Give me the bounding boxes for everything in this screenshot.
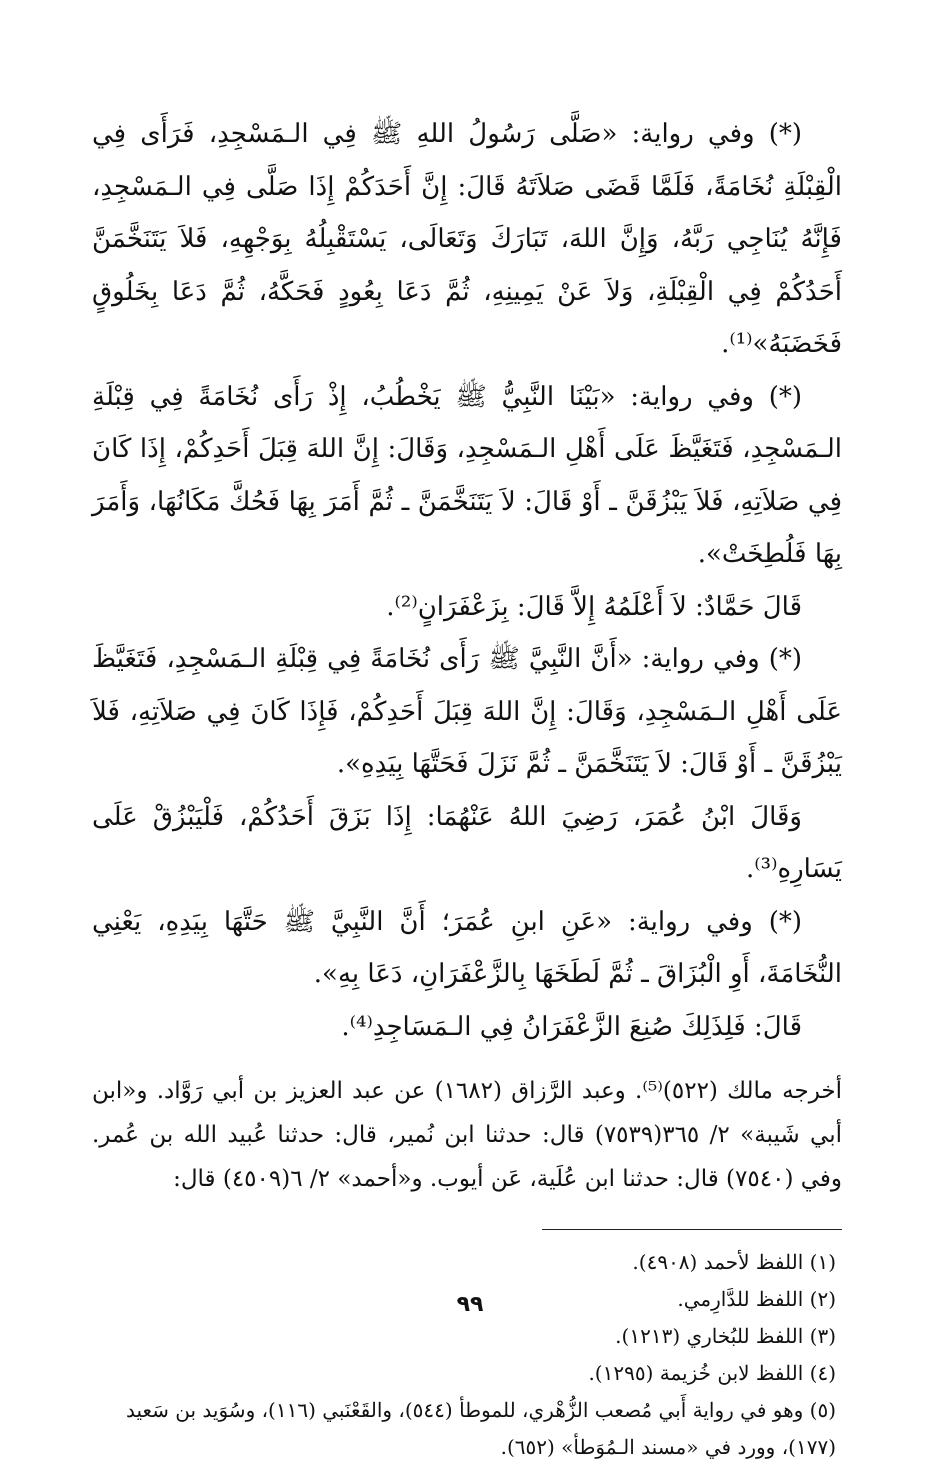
footnote-divider <box>542 1229 842 1230</box>
book-page <box>92 108 843 1459</box>
footnotes <box>92 1244 842 1466</box>
footnote-4: (٤) اللفظ لابن خُزيمة (١٢٩٥). <box>588 1361 836 1385</box>
footnote-3: (٣) اللفظ للبُخاري (١٢١٣). <box>615 1324 836 1348</box>
paragraph-ibn-umar: وَقَالَ ابْنُ عُمَرَ، رَضِيَ اللهُ عَنْهُمَا: إِذَا بَزَقَ أَحَدُكُمْ، فَلْيَبْزُقْ عَلَى يَسَارِهِ⁽³⁾. <box>92 801 842 884</box>
footnote-1: (١) اللفظ لأحمد (٤٩٠٨). <box>632 1250 836 1274</box>
paragraph-hammad: قَالَ حَمَّادٌ: لاَ أَعْلَمُهُ إِلاَّ قَالَ: بِزَعْفَرَانٍ⁽²⁾. <box>386 591 802 622</box>
footnote-2: (٢) اللفظ للدَّارِمي. <box>677 1287 836 1311</box>
takhrij-sources <box>92 1069 842 1201</box>
sources-text: أخرجه مالك (٥٢٢)⁽⁵⁾. وعبد الرَّزاق (١٦٨٢) عن عبد العزيز بن أبي رَوَّاد. و«ابن أبي شَيبة» ٢/ ٣٦٥(٧٥٣٩) قال: حدثنا ابن نُمير، قال: حدثنا عُبيد الله بن عُمر. وفي (٧٥٤٠) قال: حدثنا ابن عُلَية، عَن أيوب. و«أحمد» ٢/ ٦(٤٥٠٩) قال: <box>92 1078 843 1192</box>
paragraph-riwaya-4: (*) وفي رواية: «عَنِ ابنِ عُمَرَ؛ أَنَّ النَّبِيَّ ﷺ حَتَّهَا بِيَدِهِ، يَعْنِي النُّخَامَةَ، أَوِ الْبُزَاقَ ـ ثُمَّ لَطَخَهَا بِالزَّعْفَرَانِ، دَعَا بِهِ». <box>92 906 842 989</box>
footnote-5: (٥) وهو في رواية أَبي مُصعب الزُّهْري، للموطأ (٥٤٤)، والقَعْنَبي (١١٦)، وسُوَيد بن سَعيد (١٧٧)، وورد في «مسند الـمُوَطأ» (٦٥٢). <box>125 1398 836 1459</box>
paragraph-riwaya-3: (*) وفي رواية: «أَنَّ النَّبِيَّ ﷺ رَأَى نُخَامَةً فِي قِبْلَةِ الـمَسْجِدِ، فَتَغَيَّظَ عَلَى أَهْلِ الـمَسْجِدِ، وَقَالَ: إِنَّ اللهَ قِبَلَ أَحَدِكُمْ، فَإِذَا كَانَ فِي صَلاَتِهِ، فَلاَ يَبْزُقَنَّ ـ أَوْ قَالَ: لاَ يَتَنَخَّمَنَّ ـ ثُمَّ نَزَلَ فَحَتَّهَا بِيَدِهِ». <box>92 644 842 779</box>
hadith-text <box>92 108 842 1053</box>
paragraph-riwaya-1: (*) وفي رواية: «صَلَّى رَسُولُ اللهِ ﷺ فِي الـمَسْجِدِ، فَرَأَى فِي الْقِبْلَةِ نُخَامَةً، فَلَمَّا قَضَى صَلاَتَهُ قَالَ: إِنَّ أَحَدَكُمْ إِذَا صَلَّى فِي الـمَسْجِدِ، فَإِنَّهُ يُنَاجِي رَبَّهُ، وَإِنَّ اللهَ، تَبَارَكَ وَتَعَالَى، يَسْتَقْبِلُهُ بِوَجْهِهِ، فَلاَ يَتَنَخَّمَنَّ أَحَدُكُمْ فِي الْقِبْلَةِ، وَلاَ عَنْ يَمِينِهِ، ثُمَّ دَعَا بِعُودٍ فَحَكَّهُ، ثُمَّ دَعَا بِخَلُوقٍ فَخَضَبَهُ»⁽¹⁾. <box>92 119 842 359</box>
page-number: ٩٩ <box>456 1292 484 1317</box>
paragraph-zafaran: قَالَ: فَلِذَلِكَ صُنِعَ الزَّعْفَرَانُ فِي الـمَسَاجِدِ⁽⁴⁾. <box>341 1011 802 1042</box>
paragraph-riwaya-2: (*) وفي رواية: «بَيْنَا النَّبِيُّ ﷺ يَخْطُبُ، إِذْ رَأَى نُخَامَةً فِي قِبْلَةِ الـمَسْجِدِ، فَتَغَيَّظَ عَلَى أَهْلِ الـمَسْجِدِ، وَقَالَ: إِنَّ اللهَ قِبَلَ أَحَدِكُمْ، إِذَا كَانَ فِي صَلاَتِهِ، فَلاَ يَبْزُقَنَّ ـ أَوْ قَالَ: لاَ يَتَنَخَّمَنَّ ـ ثُمَّ أَمَرَ بِهَا فَحُكَّ مَكَانُهَا، وَأَمَرَ بِهَا فَلُطِخَتْ». <box>92 381 842 569</box>
